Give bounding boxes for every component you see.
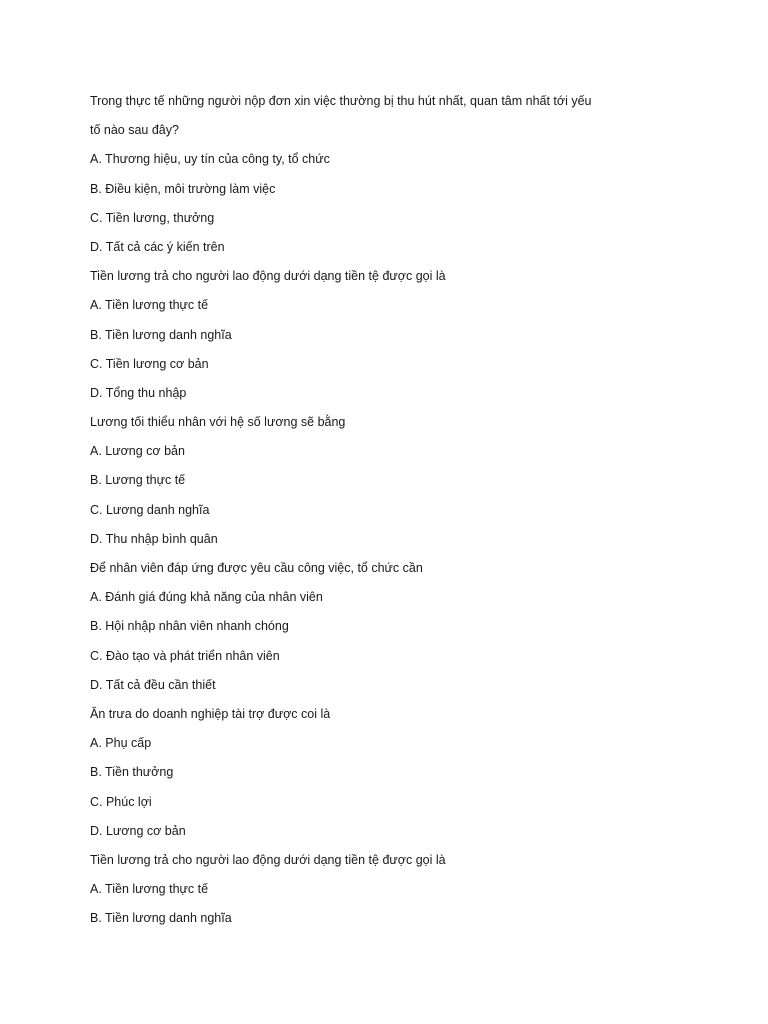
question-2-option-c: C. Tiền lương cơ bản [90,356,209,371]
question-5-text: Ăn trưa do doanh nghiệp tài trợ được coi là [90,706,331,721]
question-6-text: Tiền lương trả cho người lao động dưới dạng tiền tệ được gọi là [90,852,446,867]
question-4-option-b: B. Hội nhập nhân viên nhanh chóng [90,619,289,634]
question-1-option-c: C. Tiền lương, thưởng [90,210,215,225]
question-2-text: Tiền lương trả cho người lao động dưới dạng tiền tệ được gọi là [90,269,446,284]
document-body [90,87,690,933]
question-1-line-2: tố nào sau đây? [90,123,179,138]
question-5-option-b: B. Tiền thưởng [90,765,174,780]
question-6-option-b: B. Tiền lương danh nghĩa [90,911,232,926]
question-1-option-b: B. Điều kiện, môi trường làm việc [90,181,276,196]
question-2-option-b: B. Tiền lương danh nghĩa [90,327,232,342]
question-5-option-a: A. Phụ cấp [90,736,152,751]
question-3-option-b: B. Lương thực tế [90,473,186,488]
question-2-option-a: A. Tiền lương thực tế [90,298,209,313]
question-4-option-d: D. Tất cả đều cần thiết [90,677,216,692]
question-4-option-a: A. Đánh giá đúng khả năng của nhân viên [90,590,323,605]
question-4-text: Để nhân viên đáp ứng được yêu cầu công việc, tổ chức cần [90,561,423,575]
question-5-option-c: C. Phúc lợi [90,794,152,809]
question-6-option-a: A. Tiền lương thực tế [90,882,209,897]
question-1-option-d: D. Tất cả các ý kiến trên [90,239,225,254]
question-3-option-d: D. Thu nhập bình quân [90,531,218,546]
question-1-line-1: Trong thực tế những người nộp đơn xin việc thường bị thu hút nhất, quan tâm nhất tới yếu [90,94,592,108]
question-3-option-c: C. Lương danh nghĩa [90,502,210,517]
question-3-text: Lương tối thiểu nhân với hệ số lương sẽ bằng [90,415,346,430]
question-3-option-a: A. Lương cơ bản [90,444,185,459]
question-2-option-d: D. Tổng thu nhập [90,385,187,400]
question-4-option-c: C. Đào tạo và phát triển nhân viên [90,648,280,663]
question-5-option-d: D. Lương cơ bản [90,823,186,838]
question-1-option-a: A. Thương hiệu, uy tín của công ty, tổ chức [90,152,330,167]
